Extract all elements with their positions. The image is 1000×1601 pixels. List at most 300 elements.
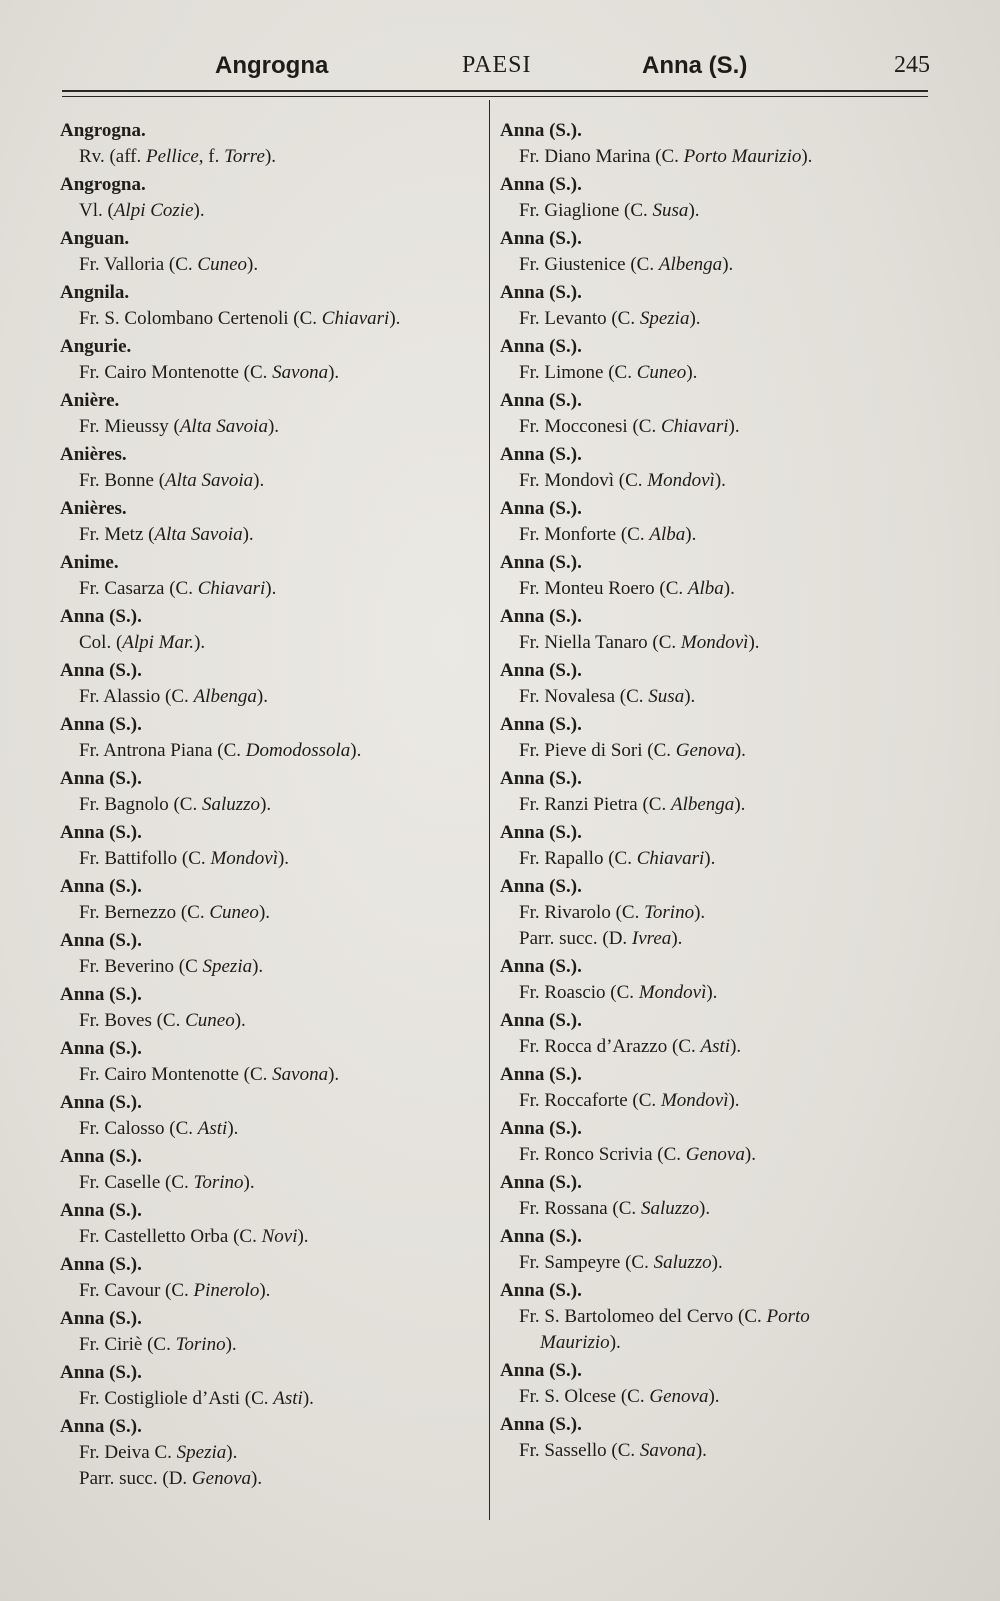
entry-detail-line xyxy=(500,792,930,818)
entry-text: ). xyxy=(225,1334,237,1355)
entry-headword: Anime. xyxy=(60,552,119,573)
entry-headword: Angrogna. xyxy=(60,120,146,141)
column-divider xyxy=(489,100,490,1520)
entry-place-name: Genova xyxy=(685,1144,745,1165)
entry-text: Fr. Monforte (C. xyxy=(519,524,650,545)
gazetteer-entry xyxy=(60,1252,480,1306)
entry-text: Fr. Sampeyre (C. xyxy=(519,1252,654,1273)
entry-text: Fr. Cairo Montenotte (C. xyxy=(79,1064,273,1085)
entry-text: Fr. Levanto (C. xyxy=(519,308,640,329)
gazetteer-entry xyxy=(500,1224,930,1278)
entry-detail-line xyxy=(500,414,930,440)
entry-place-name: Spezia xyxy=(176,1442,227,1463)
entry-text: ). xyxy=(389,308,401,329)
entry-place-name: Torino xyxy=(644,902,695,923)
gazetteer-entry xyxy=(500,1062,930,1116)
entry-text: Fr. Limone (C. xyxy=(519,362,637,383)
entry-text: ). xyxy=(711,1252,723,1273)
entry-detail-line xyxy=(60,1278,480,1304)
entry-place-name: Cuneo xyxy=(197,254,248,275)
entry-headword: Anna (S.). xyxy=(500,1280,582,1301)
entry-place-name: Cuneo xyxy=(636,362,687,383)
entry-text: ). xyxy=(350,740,362,761)
entry-place-name: Cuneo xyxy=(185,1010,235,1031)
entry-text: ). xyxy=(256,686,268,707)
gazetteer-entry xyxy=(500,712,930,766)
entry-place-name: Susa xyxy=(648,686,685,707)
entry-text: Fr. Beverino (C xyxy=(79,956,203,977)
entry-place-name: Genova xyxy=(191,1468,252,1489)
gazetteer-entry xyxy=(60,874,480,928)
gazetteer-entry xyxy=(60,334,480,388)
entry-detail-line xyxy=(60,846,480,872)
entry-headword: Anna (S.). xyxy=(60,1146,142,1167)
entry-detail-line xyxy=(60,954,480,980)
entry-text: Fr. Bagnolo (C. xyxy=(79,794,202,815)
entry-text: ). xyxy=(251,1468,263,1489)
header-right-word: Anna (S.) xyxy=(642,52,748,79)
entry-headword: Anna (S.). xyxy=(60,1038,142,1059)
entry-place-name: Chiavari xyxy=(197,578,266,599)
entry-detail-line xyxy=(500,900,930,926)
entry-text: ). xyxy=(259,1280,271,1301)
gazetteer-entry xyxy=(500,658,930,712)
entry-detail-line xyxy=(60,1170,480,1196)
entry-place-name: Albenga xyxy=(658,254,723,275)
entry-text: ). xyxy=(685,524,697,545)
entry-place-name: Asti xyxy=(700,1036,731,1057)
header-rule-thin xyxy=(62,96,928,97)
gazetteer-entry xyxy=(500,118,930,172)
right-column xyxy=(500,118,930,1466)
gazetteer-entry xyxy=(60,550,480,604)
entry-text: ). xyxy=(234,1010,246,1031)
entry-place-name: Albenga xyxy=(193,686,257,707)
gazetteer-entry xyxy=(60,928,480,982)
entry-text: ). xyxy=(734,740,746,761)
entry-text: Fr. Cairo Montenotte (C. xyxy=(79,362,273,383)
entry-detail-line xyxy=(60,306,480,332)
entry-text: Fr. Alassio (C. xyxy=(79,686,194,707)
entry-headword: Anna (S.). xyxy=(500,120,582,141)
entry-place-name: Saluzzo xyxy=(201,794,261,815)
entry-text: Fr. Mieussy ( xyxy=(79,416,180,437)
entry-headword: Anna (S.). xyxy=(500,1118,582,1139)
entry-detail-line xyxy=(500,1304,930,1330)
entry-detail-line xyxy=(500,360,930,386)
entry-place-name: Saluzzo xyxy=(640,1198,700,1219)
entry-text: Fr. Sassello (C. xyxy=(519,1440,640,1461)
entry-detail-line xyxy=(60,576,480,602)
entry-place-name: Ivrea xyxy=(631,928,672,949)
entry-text: ). xyxy=(194,632,206,653)
entry-text: Fr. Pieve di Sori (C. xyxy=(519,740,676,761)
entry-text: Fr. Caselle (C. xyxy=(79,1172,194,1193)
gazetteer-entry xyxy=(60,1360,480,1414)
entry-headword: Anna (S.). xyxy=(500,1064,582,1085)
entry-text: ). xyxy=(227,1118,239,1139)
entry-headword: Angurie. xyxy=(60,336,132,357)
entry-headword: Anna (S.). xyxy=(500,660,582,681)
entry-text: ). xyxy=(253,470,265,491)
entry-text: ). xyxy=(744,1144,756,1165)
gazetteer-entry xyxy=(500,954,930,1008)
entry-text: Fr. Casarza (C. xyxy=(79,578,198,599)
entry-text: Fr. S. Bartolomeo del Cervo (C. xyxy=(519,1306,767,1327)
gazetteer-entry xyxy=(60,658,480,712)
entry-place-name: Torino xyxy=(175,1334,226,1355)
entry-place-name: Alba xyxy=(687,578,724,599)
entry-text: Fr. Costigliole d’Asti (C. xyxy=(79,1388,274,1409)
gazetteer-entry xyxy=(500,172,930,226)
entry-text: Fr. Antrona Piana (C. xyxy=(79,740,246,761)
entry-text: ). xyxy=(242,524,254,545)
entry-text: Vl. ( xyxy=(79,200,114,221)
entry-detail-line xyxy=(500,144,930,170)
gazetteer-entry xyxy=(60,280,480,334)
entry-headword: Anna (S.). xyxy=(500,1414,582,1435)
entry-headword: Anna (S.). xyxy=(500,498,582,519)
entry-text: ). xyxy=(277,848,290,869)
entry-detail-line xyxy=(500,468,930,494)
gazetteer-entry xyxy=(60,388,480,442)
entry-text: Col. ( xyxy=(79,632,123,653)
entry-detail-line xyxy=(60,468,480,494)
entry-place-name: Cuneo xyxy=(209,902,259,923)
entry-text: ). xyxy=(328,362,340,383)
entry-headword: Anière. xyxy=(60,390,120,411)
entry-detail-line xyxy=(60,414,480,440)
entry-place-name: Mondovì xyxy=(680,632,749,653)
entry-headword: Anna (S.). xyxy=(60,714,142,735)
entry-headword: Anna (S.). xyxy=(500,282,582,303)
entry-text: Fr. Bernezzo (C. xyxy=(79,902,210,923)
gazetteer-entry xyxy=(60,1306,480,1360)
entry-text: Fr. Rocca d’Arazzo (C. xyxy=(519,1036,701,1057)
entry-text: Rv. (aff. xyxy=(79,146,147,167)
entry-text: ). xyxy=(706,982,718,1003)
gazetteer-entry xyxy=(60,1414,480,1494)
gazetteer-entry xyxy=(60,226,480,280)
gazetteer-entry xyxy=(500,604,930,658)
entry-text: ). xyxy=(302,1388,314,1409)
header-rule-thick xyxy=(62,90,928,92)
entry-detail-line xyxy=(60,1466,480,1492)
entry-text: ). xyxy=(297,1226,309,1247)
entry-detail-line xyxy=(60,522,480,548)
header-left-word: Angrogna xyxy=(215,52,329,79)
gazetteer-entry xyxy=(60,1144,480,1198)
entry-text: Fr. Mondovì (C. xyxy=(519,470,648,491)
entry-text: ). xyxy=(328,1064,340,1085)
entry-text: ). xyxy=(686,362,698,383)
entry-place-name: Novi xyxy=(261,1226,298,1247)
gazetteer-entry xyxy=(500,550,930,604)
entry-detail-line xyxy=(60,1062,480,1088)
entry-headword: Anna (S.). xyxy=(500,876,582,897)
entry-headword: Anna (S.). xyxy=(500,444,582,465)
entry-detail-line xyxy=(60,1440,480,1466)
entry-text: ). xyxy=(260,794,272,815)
entry-detail-line xyxy=(500,198,930,224)
gazetteer-entry xyxy=(60,604,480,658)
entry-headword: Anna (S.). xyxy=(60,606,142,627)
entry-text: ). xyxy=(258,902,271,923)
entry-detail-line xyxy=(500,306,930,332)
entry-place-name: Alpi Mar. xyxy=(122,632,195,653)
entry-detail-line xyxy=(500,1088,930,1114)
entry-place-name: Porto Maurizio xyxy=(683,146,802,167)
entry-text: , f. xyxy=(198,146,225,167)
entry-headword: Anna (S.). xyxy=(500,822,582,843)
entry-place-name: Susa xyxy=(652,200,689,221)
entry-place-name: Saluzzo xyxy=(653,1252,712,1273)
entry-headword: Angnila. xyxy=(60,282,130,303)
entry-detail-line xyxy=(500,846,930,872)
entry-text: Fr. Novalesa (C. xyxy=(519,686,649,707)
entry-detail-line xyxy=(60,1224,480,1250)
entry-text: Fr. Valloria (C. xyxy=(79,254,198,275)
entry-text: ). xyxy=(694,902,706,923)
entry-detail-line xyxy=(60,738,480,764)
entry-headword: Anna (S.). xyxy=(500,552,582,573)
entry-detail-line xyxy=(500,1034,930,1060)
entry-detail-line xyxy=(60,630,480,656)
entry-place-name: Asti xyxy=(197,1118,228,1139)
entry-headword: Anna (S.). xyxy=(500,956,582,977)
entry-text: ). xyxy=(252,956,264,977)
entry-place-name: Savona xyxy=(272,362,329,383)
entry-place-name: Mondovì xyxy=(660,1090,729,1111)
entry-place-name: Mondovì xyxy=(647,470,715,491)
entry-text: ). xyxy=(748,632,760,653)
gazetteer-entry xyxy=(500,766,930,820)
entry-detail-line xyxy=(500,1384,930,1410)
entry-text: ). xyxy=(722,254,734,275)
entry-text: ). xyxy=(671,928,683,949)
entry-text: Parr. succ. (D. xyxy=(79,1468,192,1489)
gazetteer-entry xyxy=(500,442,930,496)
entry-detail-line xyxy=(500,926,930,952)
gazetteer-entry xyxy=(60,172,480,226)
entry-place-name: Savona xyxy=(272,1064,329,1085)
page-number: 245 xyxy=(894,52,930,78)
gazetteer-entry xyxy=(60,1090,480,1144)
entry-text: ). xyxy=(714,470,726,491)
entry-place-name: Alta Savoia xyxy=(154,524,243,545)
entry-text: Fr. Metz ( xyxy=(79,524,155,545)
entry-text: Fr. Diano Marina (C. xyxy=(519,146,684,167)
entry-place-name: Chiavari xyxy=(636,848,705,869)
entry-text: ). xyxy=(226,1442,238,1463)
entry-detail-line xyxy=(500,522,930,548)
entry-headword: Angrogna. xyxy=(60,174,146,195)
entry-detail-line xyxy=(60,1116,480,1142)
entry-text: Fr. Ronco Scrivia (C. xyxy=(519,1144,686,1165)
entry-place-name: Chiavari xyxy=(321,308,390,329)
running-header xyxy=(60,52,930,92)
entry-headword: Anna (S.). xyxy=(60,876,142,897)
gazetteer-entry xyxy=(500,874,930,954)
entry-headword: Anna (S.). xyxy=(60,984,142,1005)
entry-text: ). xyxy=(728,416,740,437)
entry-detail-line xyxy=(60,900,480,926)
entry-place-name: Mondovì xyxy=(210,848,278,869)
entry-text: Fr. S. Olcese (C. xyxy=(519,1386,650,1407)
entry-place-name: Genova xyxy=(649,1386,709,1407)
entry-headword: Anna (S.). xyxy=(60,660,142,681)
entry-place-name: Spezia xyxy=(639,308,690,329)
entry-headword: Anna (S.). xyxy=(500,1360,582,1381)
entry-text: ). xyxy=(728,1090,740,1111)
gazetteer-entry xyxy=(500,1116,930,1170)
entry-text: ). xyxy=(708,1386,720,1407)
entry-detail-line xyxy=(60,1386,480,1412)
entry-text: ). xyxy=(267,416,280,437)
entry-text: Fr. Rivarolo (C. xyxy=(519,902,645,923)
entry-headword: Anna (S.). xyxy=(60,1416,142,1437)
entry-text: Fr. Roccaforte (C. xyxy=(519,1090,661,1111)
entry-place-name: Porto xyxy=(766,1306,810,1327)
entry-text: ). xyxy=(730,1036,742,1057)
entry-place-name: Maurizio xyxy=(540,1332,610,1353)
entry-place-name: Mondovì xyxy=(638,982,707,1003)
entry-place-name: Pinerolo xyxy=(193,1280,260,1301)
entry-headword: Anna (S.). xyxy=(60,930,142,951)
entry-place-name: Alba xyxy=(649,524,686,545)
entry-text: ). xyxy=(243,1172,255,1193)
entry-place-name: Spezia xyxy=(202,956,253,977)
entry-text: ). xyxy=(723,578,735,599)
entry-text: ). xyxy=(265,578,277,599)
entry-text: Fr. Battifollo (C. xyxy=(79,848,211,869)
entry-place-name: Domodossola xyxy=(245,740,351,761)
entry-headword: Anna (S.). xyxy=(60,822,142,843)
entry-detail-line xyxy=(60,1332,480,1358)
entry-detail-line xyxy=(500,630,930,656)
entry-text: Fr. Rossana (C. xyxy=(519,1198,641,1219)
entry-place-name: Alta Savoia xyxy=(165,470,254,491)
entry-headword: Anna (S.). xyxy=(500,714,582,735)
entry-text: ). xyxy=(264,146,277,167)
entry-detail-line xyxy=(500,1438,930,1464)
entry-headword: Anna (S.). xyxy=(500,1010,582,1031)
gazetteer-entry xyxy=(500,1278,930,1358)
entry-text: ). xyxy=(689,308,701,329)
entry-detail-line xyxy=(500,1196,930,1222)
entry-headword: Anguan. xyxy=(60,228,130,249)
gazetteer-entry xyxy=(500,1170,930,1224)
entry-text: Fr. Boves (C. xyxy=(79,1010,186,1031)
entry-text: Fr. Roascio (C. xyxy=(519,982,639,1003)
entry-text: Fr. Deiva C. xyxy=(79,1442,177,1463)
entry-headword: Anières. xyxy=(60,444,127,465)
entry-headword: Anna (S.). xyxy=(60,768,142,789)
entry-detail-line xyxy=(500,1142,930,1168)
entry-place-name: Genova xyxy=(675,740,735,761)
gazetteer-entry xyxy=(500,1008,930,1062)
entry-text: ). xyxy=(801,146,813,167)
entry-text: Fr. S. Colombano Certenoli (C. xyxy=(79,308,322,329)
gazetteer-entry xyxy=(60,118,480,172)
gazetteer-entry xyxy=(500,334,930,388)
entry-text: ). xyxy=(699,1198,711,1219)
entry-place-name: Alta Savoia xyxy=(179,416,268,437)
gazetteer-entry xyxy=(60,820,480,874)
entry-place-name: Alpi Cozie xyxy=(113,200,194,221)
gazetteer-entry xyxy=(500,496,930,550)
entry-detail-line xyxy=(500,684,930,710)
entry-text: ). xyxy=(688,200,700,221)
gazetteer-entry xyxy=(60,496,480,550)
gazetteer-entry xyxy=(500,280,930,334)
gazetteer-entry xyxy=(500,820,930,874)
entry-text: ). xyxy=(609,1332,621,1353)
entry-text: Fr. Calosso (C. xyxy=(79,1118,198,1139)
entry-headword: Anna (S.). xyxy=(60,1200,142,1221)
entry-text: ). xyxy=(193,200,205,221)
entry-detail-line xyxy=(500,738,930,764)
entry-headword: Anna (S.). xyxy=(500,768,582,789)
entry-place-name: Torino xyxy=(193,1172,244,1193)
entry-text: Fr. Mocconesi (C. xyxy=(519,416,661,437)
entry-detail-line xyxy=(60,144,480,170)
entry-text: Fr. Monteu Roero (C. xyxy=(519,578,688,599)
entry-text: Fr. Niella Tanaro (C. xyxy=(519,632,681,653)
entry-headword: Anna (S.). xyxy=(500,228,582,249)
entry-text: Fr. Bonne ( xyxy=(79,470,166,491)
entry-headword: Anna (S.). xyxy=(500,174,582,195)
entry-place-name: Torre xyxy=(224,146,265,167)
entry-text: ). xyxy=(734,794,746,815)
entry-headword: Anna (S.). xyxy=(60,1254,142,1275)
entry-detail-line xyxy=(60,198,480,224)
header-section-title: PAESI xyxy=(462,52,532,78)
gazetteer-entry xyxy=(500,226,930,280)
entry-headword: Anna (S.). xyxy=(500,336,582,357)
gazetteer-entry xyxy=(60,442,480,496)
entry-text: ). xyxy=(704,848,716,869)
entry-place-name: Albenga xyxy=(670,794,735,815)
gazetteer-entry xyxy=(60,982,480,1036)
entry-text: Fr. Giustenice (C. xyxy=(519,254,659,275)
entry-text: Fr. Castelletto Orba (C. xyxy=(79,1226,262,1247)
gazetteer-entry xyxy=(60,766,480,820)
gazetteer-entry xyxy=(500,1358,930,1412)
gazetteer-entry xyxy=(60,1036,480,1090)
entry-text: Fr. Ciriè (C. xyxy=(79,1334,176,1355)
entry-detail-line xyxy=(500,1330,930,1356)
entry-detail-line xyxy=(500,1250,930,1276)
entry-text: ). xyxy=(247,254,259,275)
entry-text: ). xyxy=(684,686,696,707)
gazetteer-entry xyxy=(500,388,930,442)
entry-headword: Anna (S.). xyxy=(60,1362,142,1383)
entry-place-name: Savona xyxy=(639,1440,696,1461)
entry-text: Fr. Ranzi Pietra (C. xyxy=(519,794,671,815)
entry-headword: Anières. xyxy=(60,498,127,519)
entry-text: Fr. Cavour (C. xyxy=(79,1280,194,1301)
entry-place-name: Chiavari xyxy=(660,416,729,437)
entry-detail-line xyxy=(60,360,480,386)
gazetteer-entry xyxy=(60,1198,480,1252)
entry-text: Fr. Rapallo (C. xyxy=(519,848,637,869)
gazetteer-entry xyxy=(500,1412,930,1466)
entry-detail-line xyxy=(60,684,480,710)
entry-headword: Anna (S.). xyxy=(500,390,582,411)
entry-headword: Anna (S.). xyxy=(500,1172,582,1193)
entry-text: ). xyxy=(695,1440,707,1461)
